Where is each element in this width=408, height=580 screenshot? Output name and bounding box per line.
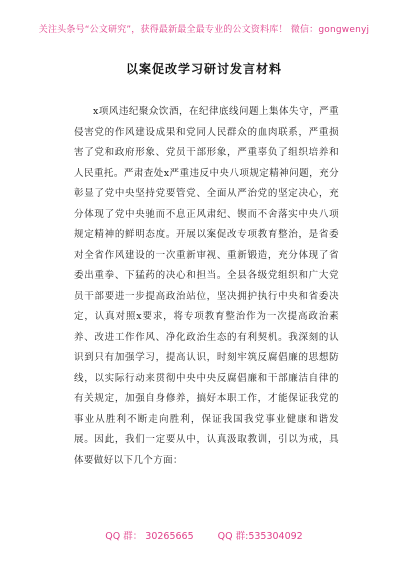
header-promo-note: 关注头条号“公文研究”，获得最新最全最专业的公文资料库！ 微信：gongwenyj [38, 25, 370, 35]
footer-qq-group-1: QQ 群： 30265665 [105, 531, 194, 542]
document-paragraph: x项风违纪聚众饮酒，在纪律底线问题上集体失守，严重侵害党的作风建设成果和党同人民群众的血肉联系，严重损害了党和政府形象、党员干部形象，严重辜负了组织培养和人民重托。严肃查处x严重违反中央八项规定精神问题，充分彰显了党中央坚持党要管党、全面从严治党的坚定决心，充分体现了党中央驰而不息正风肃纪、锲而不舍落实中央八项规定精神的鲜明态度。开展以案促改专项教育整治，是省委对全省作风建设的一次重新审视、重新锻造，充分体现了省委出重拳、下猛药的决心和担当。全县各级党组织和广大党员干部要进一步提高政治站位，坚决拥护执行中央和省委决定，认真对照x要求，将专项教育整治作为一次提高政治素养、改进工作作风、净化政治生态的有利契机。我深刻的认识到只有加强学习，提高认识，时刻牢筑反腐倡廉的思想防线，以实际行动来贯彻中央中央反腐倡廉和干部廉洁自律的有关规定，加强自身修养，搞好本职工作，才能保证我党的事业从胜利不断走向胜利，保证我国我党事业健康和谐发展。因此，我们一定要从中，认真汲取教训，引以为戒，具体要做好以下几个方面： [74, 106, 339, 466]
footer-contact [0, 528, 408, 542]
document-title: 以案促改学习研讨发言材料 [125, 62, 282, 76]
footer-qq-group-2: QQ 群:535304092 [217, 531, 303, 542]
